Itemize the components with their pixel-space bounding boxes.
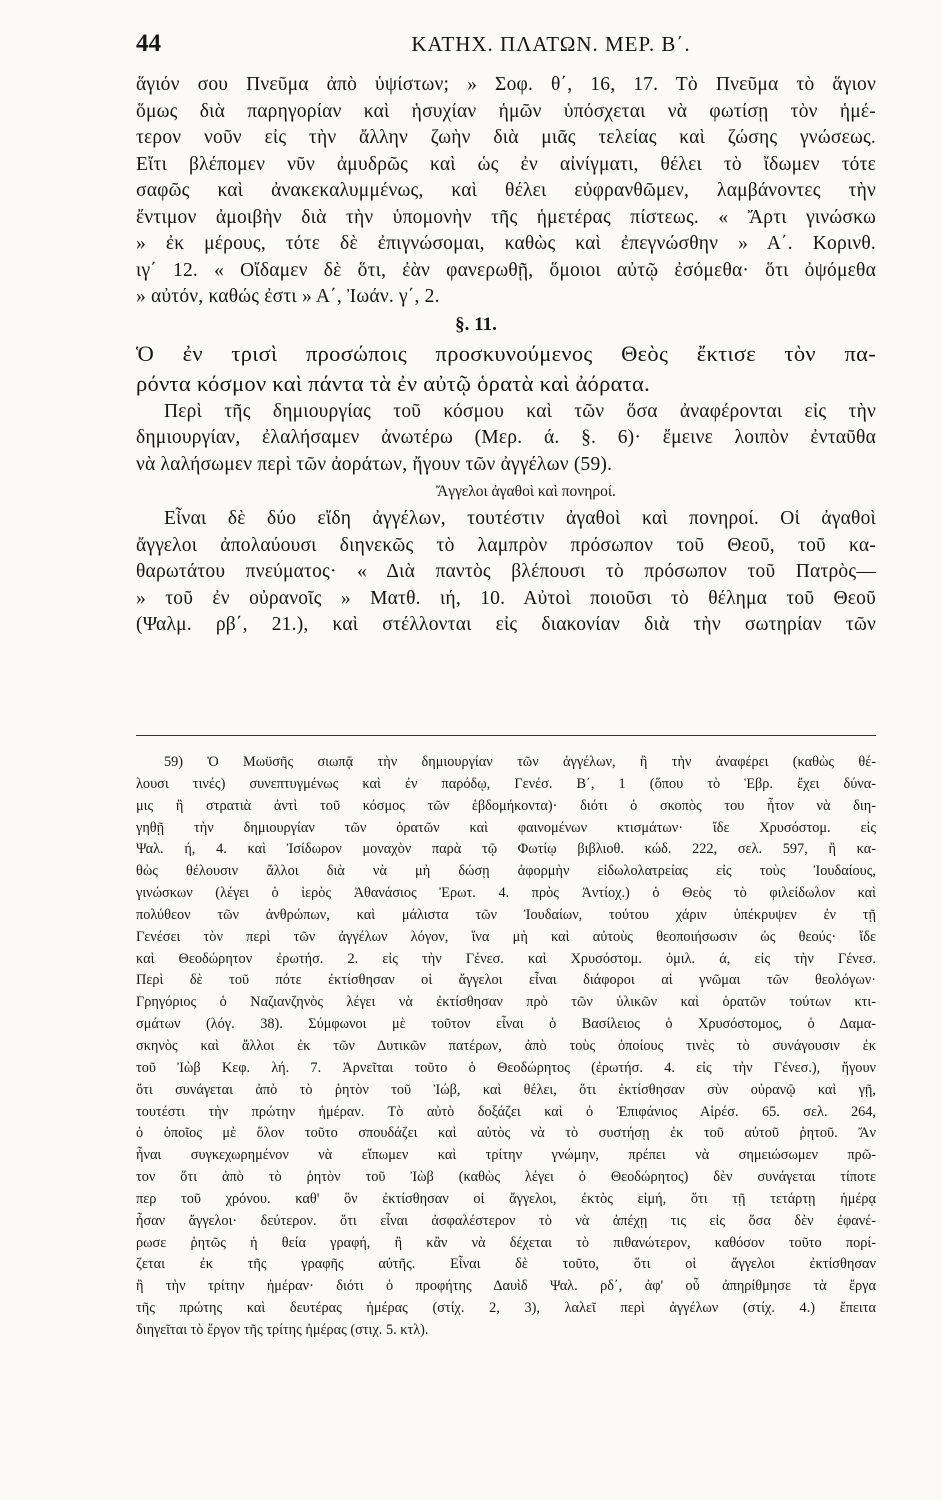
text-line: θαρωτάτου πνεύματος· « Διὰ παντὸς βλέπουσι τὸ πρόσωπον τοῦ Πατρὸς—: [136, 561, 876, 582]
footnote-divider: [136, 735, 876, 736]
footnote-line: σμάτων (λόγ. 38). Σύμφωνοι μὲ τοῦτον εἶναι ὁ Βασίλειος ὁ Χρυσόστομος, ὁ Δαμα-: [136, 1016, 876, 1033]
text-line: νὰ λαλήσωμεν περὶ τῶν ἀοράτων, ἤγουν τῶν ἀγγέλων (59).: [136, 453, 613, 475]
footnote-line: Περὶ δὲ τοῦ πότε ἐκτίσθησαν οἱ ἄγγελοι εἶναι διάφοροι αἱ γνῶμαι τῶν θεολόγων·: [136, 972, 876, 989]
footnote-line: Γενέσει τὸν περὶ τῶν ἀγγέλων λόγον, ἵνα μὴ καὶ αὐτοὺς θεοποιήσωσιν ὡς θεούς· ἴδε: [136, 928, 876, 945]
footnote-line: ἦσαν ἄγγελοι· δεύτερον. ὅτι εἶναι ἀσφαλέστερον τὸ νὰ ἀπέχῃ τις εἰς ὅσα δὲν ἐφανέ-: [136, 1212, 876, 1229]
footnote-line: τοῦ Ἰὼβ Κεφ. λή. 7. Ἀρνεῖται τοῦτο ὁ Θεοδώρητος (ἐρωτήσ. 4. εἰς τὴν Γένεσ.), ἤγουν: [136, 1059, 876, 1076]
text-line: ἅγιόν σου Πνεῦμα ἀπὸ ὑψίστων; » Σοφ. θ΄, 16, 17. Τὸ Πνεῦμα τὸ ἅγιον: [136, 74, 876, 95]
text-line: » ἐκ μέρους, τότε δὲ ἐπιγνώσομαι, καθὼς καὶ ἐπεγνώσθην » Α΄. Κορινθ.: [136, 233, 876, 254]
text-line: » τοῦ ἐν οὐρανοῖς » Ματθ. ιή, 10. Αὐτοὶ ποιοῦσι τὸ θέλημα τοῦ Θεοῦ: [136, 587, 876, 609]
paragraph-creation: [136, 399, 876, 479]
text-line: σαφῶς καὶ ἀνακεκαλυμμένως, καὶ θέλει εὐφρανθῶμεν, λαμβάνοντες τὴν: [136, 180, 876, 201]
footnote-line: ρωσε ῥητῶς ἡ θεία γραφή, ἢ κἂν νὰ δέχεται τὸ πιθανώτερον, καθόσον τοῦτο πορί-: [136, 1234, 876, 1251]
footnote: [136, 752, 876, 1342]
footnote-line: περ τοῦ χρόνου. καθ' ὃν ἐκτίσθησαν οἱ ἄγγελοι, ἐκτὸς εἰμή, ὅτι τῇ τετάρτῃ ἡμέρᾳ: [136, 1190, 876, 1207]
text-line: Εἶναι δὲ δύο εἴδη ἀγγέλων, τουτέστιν ἀγαθοὶ καὶ πονηροί. Οἱ ἀγαθοὶ: [164, 508, 876, 529]
text-line: ἔντιμον ἀμοιβὴν διὰ τὴν ὑπομονὴν τῆς ἡμετέρας πίστεως. « Ἄρτι γινώσκω: [136, 206, 876, 228]
text-line: τερον νοῦν εἰς τὴν ἄλλην ζωὴν διὰ μιᾶς τελείας καὶ ζώσης γνώσεως.: [136, 127, 876, 148]
footnote-line: ζεται ἐκ τῆς γραφῆς αὐτῆς. Εἶναι δὲ τοῦτο, ὅτι οἱ ἄγγελοι ἐκτίσθησαν: [136, 1256, 876, 1273]
footnote-line: διηγεῖται τὸ ἔργον τῆς τρίτης ἡμέρας (στιχ. 5. κτλ).: [136, 1321, 429, 1338]
footnote-line: τῆς πρώτης καὶ δευτέρας ἡμέρας (στίχ. 2, 3), λαλεῖ περὶ ἀγγέλων (στίχ. 4.) ἔπειτα: [136, 1300, 876, 1317]
footnote-line: μις ἢ στρατιὰ ἀντὶ τοῦ κόσμος τῶν ἑβδομήκοντα)· διότι ὁ σκοπὸς του ἦτον νὰ διη-: [136, 797, 876, 814]
paragraph-angels: [136, 506, 876, 639]
page-header: [136, 30, 876, 60]
footnote-line: τουτέστι τὴν πρώτην ἡμέραν. Τὸ αὐτὸ δοξάζει καὶ ὁ Ἐπιφάνιος Αἱρέσ. 65. σελ. 264,: [136, 1103, 876, 1120]
text-line: (Ψαλμ. ρβ΄, 21.), καὶ στέλλονται εἰς διακονίαν διὰ τὴν σωτηρίαν τῶν: [136, 614, 876, 635]
footnote-line: ἢ τὴν τρίτην ἡμέραν· διότι ὁ προφήτης Δαυὶδ Ψαλ. ρδ΄, ἀφ' οὗ ἀπηρίθμησε τὰ ἔργα: [136, 1278, 876, 1295]
section-heading: [136, 339, 876, 399]
heading-line: Ὁ ἐν τρισὶ προσώποις προσκυνούμενος Θεὸς ἔκτισε τὸν πα-: [136, 340, 876, 366]
footnote-line: Ψαλ. ή, 4. καὶ Ἰσίδωρον μοναχὸν παρὰ τῷ Φωτίῳ βιβλιοθ. κώδ. 222, σελ. 597, ἢ κα-: [136, 841, 876, 858]
footnote-line: γινώσκων (λέγει ὁ ἱερὸς Ἀθανάσιος Ἐρωτ. 4. πρὸς Ἀντίοχ.) ὁ Θεὸς τὸ φιλείδωλον καὶ: [136, 885, 876, 902]
footnote-line: θὼς θέλουσιν ἄλλοι διὰ νὰ μὴ δώσῃ ἀφορμὴν εἰδωλολατρείας εἰς τοὺς Ἰουδαίους,: [136, 863, 876, 880]
footnote-line: ὅτι συνάγεται ἀπὸ τὸ ῥητὸν τοῦ Ἰώβ, καὶ θέλει, ὅτι ἐκτίσθησαν σὺν οὐρανῷ καὶ γῇ,: [136, 1081, 876, 1098]
footnote-line: λουσι τινές) συνεπτυγμένως καὶ ἐν παρόδῳ, Γενέσ. Β΄, 1 (ὅπου τὸ Ἑβρ. ἔχει δύνα-: [136, 775, 876, 792]
paragraph-continued: [136, 72, 876, 311]
running-head: ΚΑΤΗΧ. ΠΛΑΤΩΝ. ΜΕΡ. Β΄.: [411, 32, 691, 56]
text-line: ιγ΄ 12. « Οἴδαμεν δὲ ὅτι, ἐὰν φανερωθῇ, ὅμοιοι αὐτῷ ἐσόμεθα· ὅτι ὀψόμεθα: [136, 259, 876, 281]
footnote-line: 59) Ὁ Μωϋσῆς σιωπᾷ τὴν δημιουργίαν τῶν ἀγγέλων, ἢ τὴν ἀναφέρει (καθὼς θέ-: [164, 754, 876, 770]
main-text: [136, 72, 876, 639]
text-line: Περὶ τῆς δημιουργίας τοῦ κόσμου καὶ τῶν ὅσα ἀναφέρονται εἰς τὴν: [164, 400, 876, 422]
footnote-line: πολύθεον τῶν ἀνθρώπων, καὶ μάλιστα τῶν Ἰουδαίων, τούτου χάριν ὑπέκρυψεν ἐν τῇ: [136, 906, 876, 923]
text-line: » αὐτόν, καθώς ἐστι » Α΄, Ἰωάν. γ΄, 2.: [136, 286, 440, 307]
section-marker: §. 11.: [455, 313, 497, 335]
footnote-line: τον ὅτι ἀπὸ τὸ ῥητὸν τοῦ Ἰὼβ (καθὼς λέγει ὁ Θεοδώρητος) δὲν συνάγεται τίποτε: [136, 1169, 876, 1186]
subheading: Ἄγγελοι ἀγαθοὶ καὶ πονηροί.: [436, 483, 616, 500]
footnote-line: γηθῇ τὴν δημιουργίαν τῶν ὁρατῶν καὶ φαινομένων κτισμάτων· ἴδε Χρυσόστομ. εἰς: [136, 819, 876, 836]
text-line: ἄγγελοι ἀπολαύουσι διηνεκῶς τὸ λαμπρὸν πρόσωπον τοῦ Θεοῦ, τοῦ κα-: [136, 534, 876, 556]
text-line: δημιουργίαν, ἐλαλήσαμεν ἀνωτέρω (Μερ. ά. §. 6)· ἔμεινε λοιπὸν ἐνταῦθα: [136, 427, 876, 448]
footnote-line: καὶ Θεοδώρητον ἐρωτήσ. 2. εἰς τὴν Γένεσ. καὶ Χρυσόστομ. ὁμιλ. ά, εἰς τὴν Γένεσ.: [136, 950, 876, 967]
page-number: 44: [136, 30, 161, 57]
footnote-line: ἦναι συγκεχωρημένον νὰ εἴπωμεν καὶ τρίτην γνώμην, πρέπει νὰ σημειώσωμεν πρῶ-: [136, 1147, 876, 1164]
text-line: Εἴτι βλέπομεν νῦν ἀμυδρῶς καὶ ὡς ἐν αἰνίγματι, θέλει τὸ ἴδωμεν τότε: [136, 153, 876, 175]
text-line: ὅμως διὰ παρηγορίαν καὶ ἡσυχίαν ἡμῶν ὑπόσχεται νὰ φωτίσῃ τὸν ἡμέ-: [136, 100, 876, 122]
footnote-line: Γρηγόριος ὁ Ναζιανζηνὸς λέγει νὰ ἐκτίσθησαν πρὸ τῶν ὑλικῶν καὶ ὁρατῶν τούτων κτι-: [136, 994, 876, 1011]
footnote-line: σκηνὸς καὶ ἄλλοι ἐκ τῶν Δυτικῶν πατέρων, ἀπὸ τοὺς ὁποίους τινὲς τὸ συνάγουσιν ἐκ: [136, 1037, 876, 1054]
heading-line: ρόντα κόσμον καὶ πάντα τὰ ἐν αὐτῷ ὁρατὰ καὶ ἀόρατα.: [136, 370, 651, 396]
footnote-line: ὁ ὁποῖος μὲ ὅλον τοῦτο σπουδάζει καὶ αὐτὸς νὰ τὸ συστήσῃ ἐκ τοῦ αὐτοῦ ῥητοῦ. Ἄν: [136, 1125, 876, 1142]
